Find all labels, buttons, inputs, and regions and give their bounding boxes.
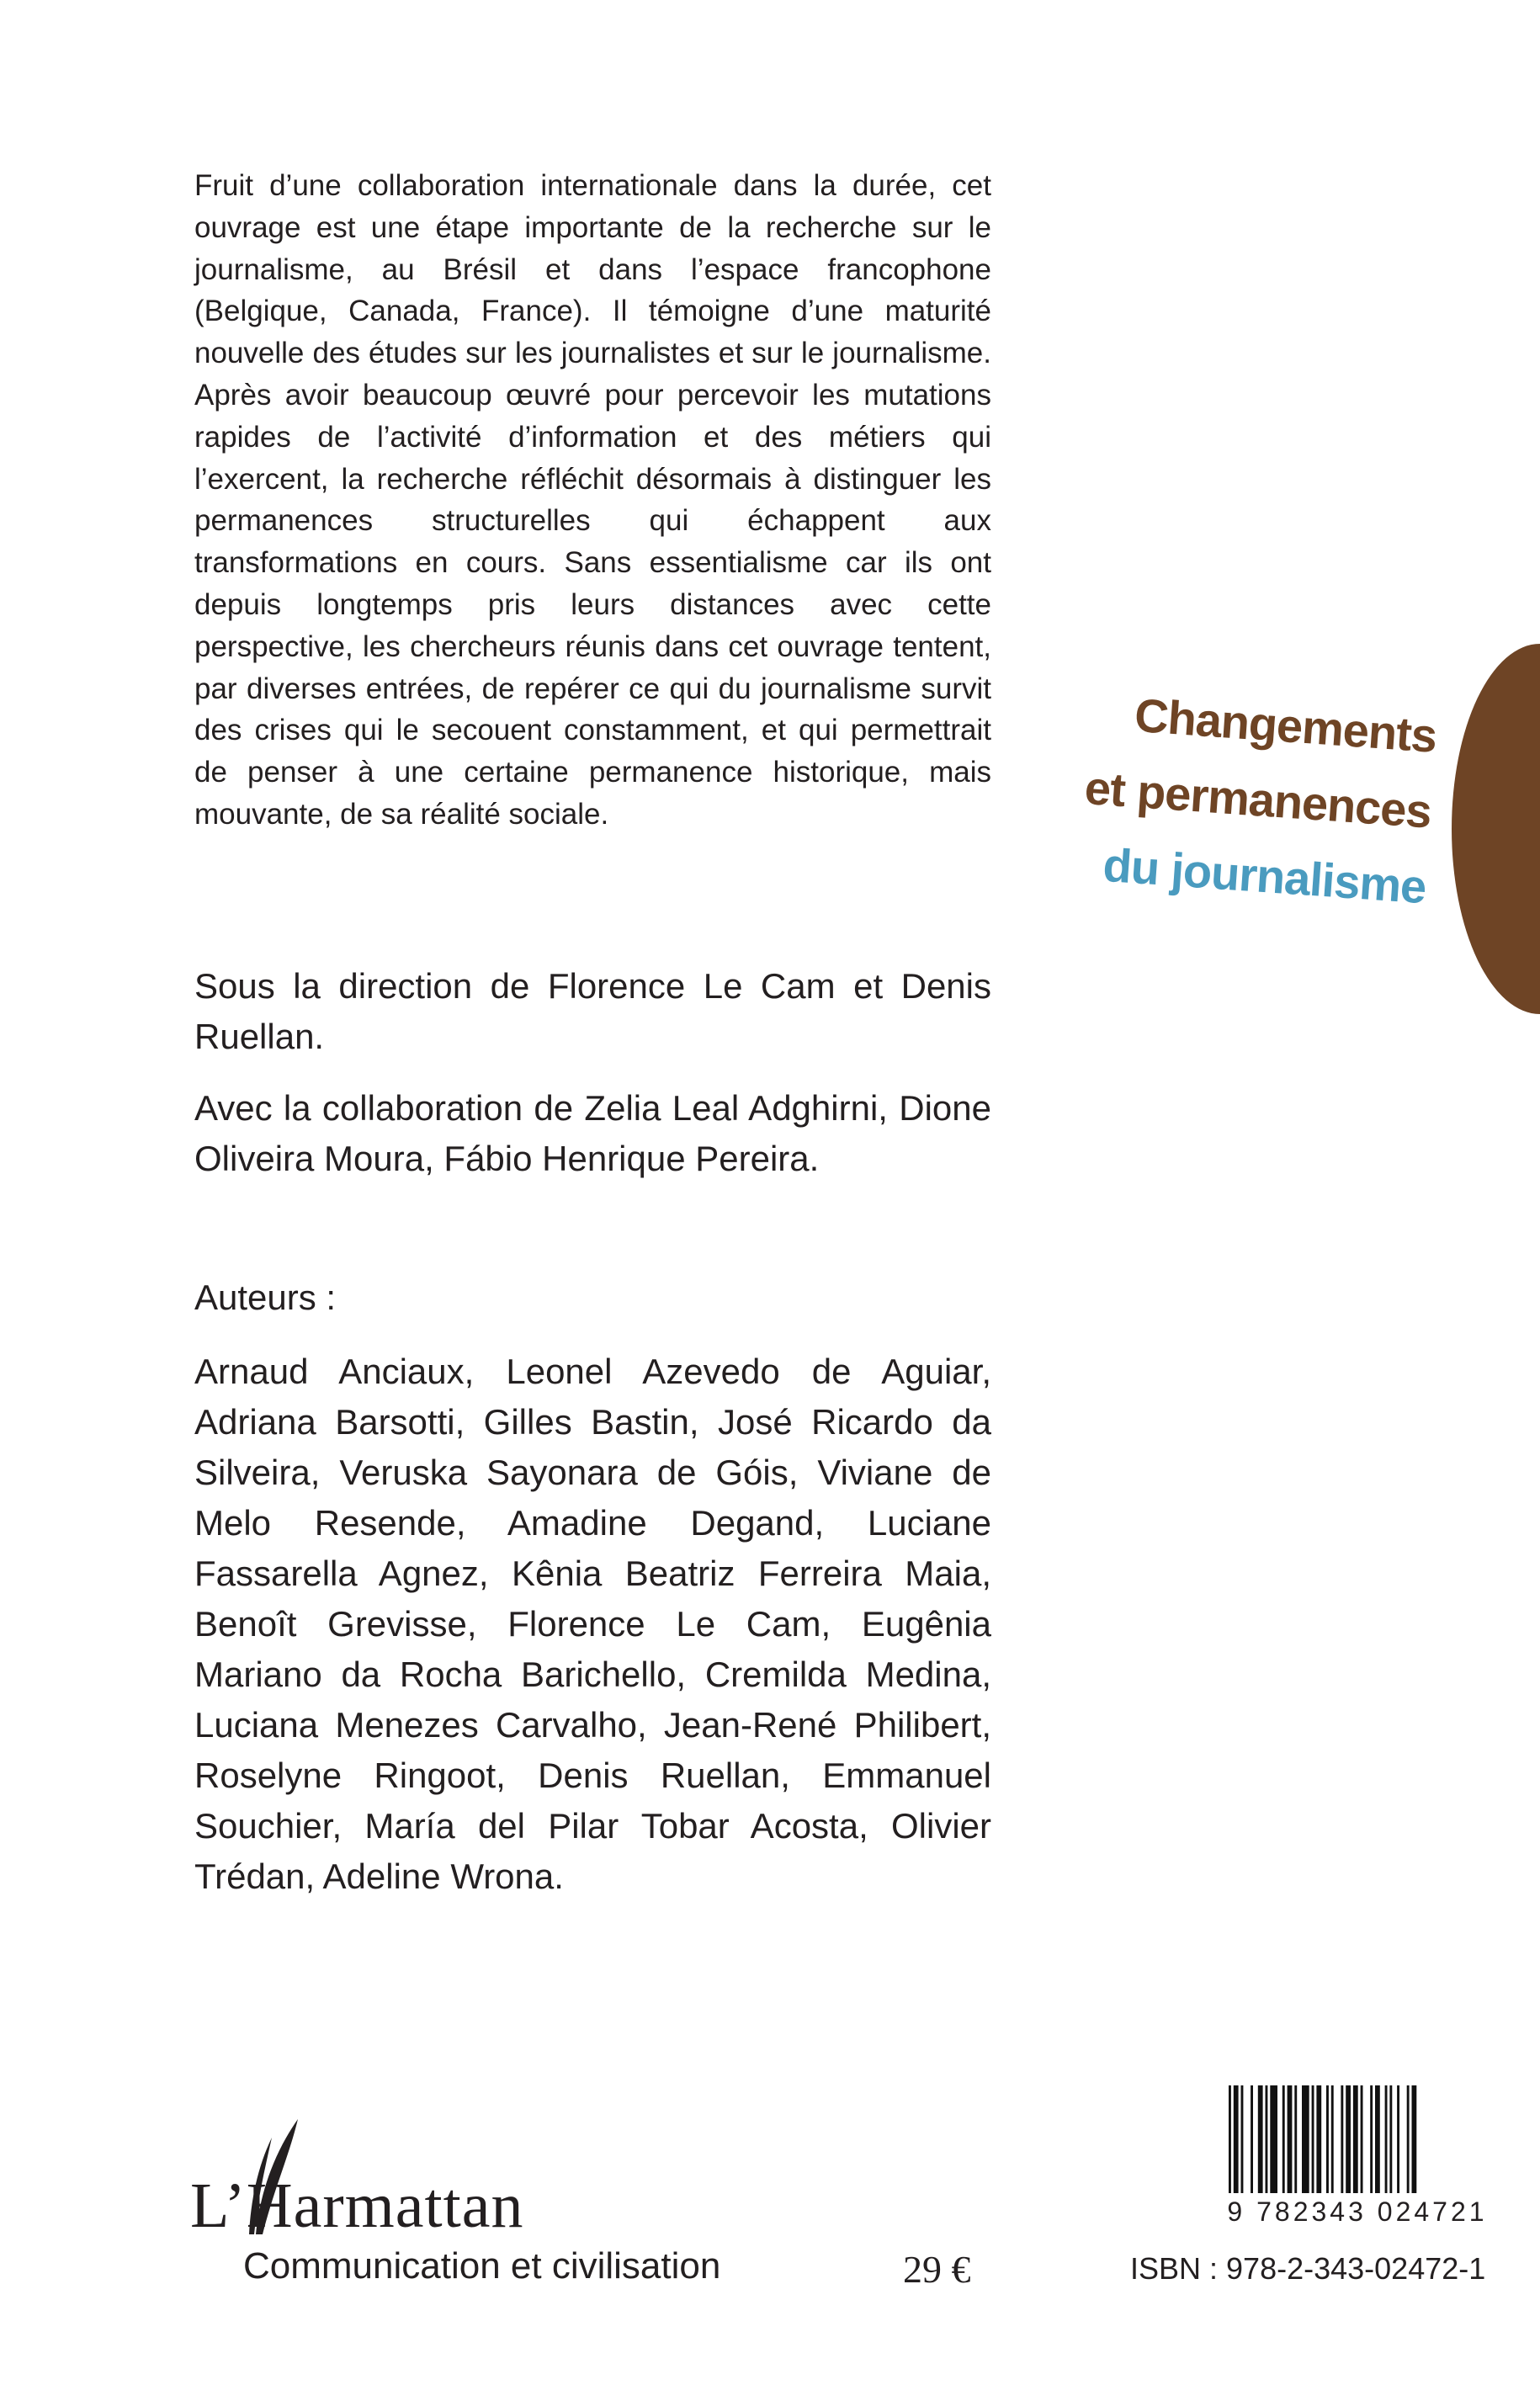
- barcode-bar: [1370, 2085, 1373, 2193]
- barcode-bar: [1385, 2085, 1388, 2193]
- title-line-2: et permanences: [1082, 760, 1433, 838]
- barcode-bar: [1316, 2085, 1321, 2193]
- decorative-brown-circle: [1452, 644, 1540, 1014]
- barcode-bar: [1266, 2085, 1268, 2193]
- authors-label: Auteurs :: [194, 1277, 337, 1317]
- isbn: ISBN : 978-2-343-02472-1: [1130, 2251, 1486, 2286]
- barcode-bar: [1361, 2085, 1363, 2193]
- barcode-bar: [1288, 2085, 1293, 2193]
- price: 29 €: [903, 2248, 971, 2291]
- publisher-logo: [190, 2117, 527, 2243]
- collaboration-text: Avec la collaboration de Zelia Leal Adghirni, Dione Oliveira Moura, Fábio Henrique Pereira.: [194, 1088, 991, 1178]
- barcode-bar: [1341, 2085, 1343, 2193]
- barcode-bar: [1326, 2085, 1329, 2193]
- back-cover-blurb: [194, 165, 991, 836]
- barcode-number: 9 782343 024721: [1227, 2196, 1488, 2227]
- barcode-bar: [1412, 2085, 1417, 2193]
- barcode-bar: [1270, 2085, 1277, 2193]
- barcode-bar: [1389, 2085, 1392, 2193]
- editors-section: [194, 961, 991, 1205]
- barcode-bar: [1241, 2085, 1244, 2193]
- barcode-bar: [1229, 2085, 1231, 2193]
- barcode-bar: [1353, 2085, 1358, 2193]
- barcode-bar: [1346, 2085, 1351, 2193]
- title-line-1: Changements: [1133, 688, 1439, 762]
- barcode-bar: [1397, 2085, 1399, 2193]
- barcode-bar: [1302, 2085, 1309, 2193]
- barcode-bar: [1407, 2085, 1410, 2193]
- title-line-3: du journalisme: [1101, 837, 1428, 914]
- barcode-bar: [1234, 2085, 1239, 2193]
- barcode: [1229, 2085, 1491, 2193]
- blurb-text: Fruit d’une collaboration internationale dans la durée, cet ouvrage est une étape importante de la recherche sur le journalisme, au Brésil et dans l’espace francophone (Belgique, Canada, France). Il témoigne d’une maturité nouvelle des études sur les journalistes et sur le journalisme. Après avoir beaucoup œuvré pour percevoir les mutations rapides de l’activité d’information et des métiers qui l’exercent, la recherche réfléchit désormais à distinguer les permanences structurelles qui échappent aux transformations en cours. Sans essentialisme car ils ont depuis longtemps pris leurs distances avec cette perspective, les chercheurs réunis dans cet ouvrage tentent, par diverses entrées, de repérer ce qui du journalisme survit des crises qui le secouent constamment, et qui permettrait de penser à une certaine permanence historique, mais mouvante, de sa réalité sociale.: [194, 169, 991, 831]
- barcode-bar: [1312, 2085, 1314, 2193]
- barcode-bar: [1375, 2085, 1380, 2193]
- barcode-bar: [1331, 2085, 1334, 2193]
- authors-list: Arnaud Anciaux, Leonel Azevedo de Aguiar, Adriana Barsotti, Gilles Bastin, José Ricardo da Silveira, Veruska Sayonara de Góis, Viviane de Melo Resende, Amadine Degand, Luciane Fassarella Agnez, Kênia Beatriz Ferreira Maia, Benoît Grevisse, Florence Le Cam, Eugênia Mariano da Rocha Barichello, Cremilda Medina, Luciana Menezes Carvalho, Jean-René Philibert, Roselyne Ringoot, Denis Ruellan, Emmanuel Souchier, María del Pilar Tobar Acosta, Olivier Trédan, Adeline Wrona.: [194, 1352, 991, 1896]
- direction-text: Sous la direction de Florence Le Cam et Denis Ruellan.: [194, 966, 991, 1056]
- barcode-bar: [1294, 2085, 1297, 2193]
- barcode-bar: [1282, 2085, 1285, 2193]
- barcode-bar: [1251, 2085, 1253, 2193]
- barcode-bar: [1258, 2085, 1263, 2193]
- book-title: [995, 668, 1439, 925]
- collection-name: Communication et civilisation: [243, 2245, 721, 2287]
- publisher-name: L’Harmattan: [190, 2170, 524, 2241]
